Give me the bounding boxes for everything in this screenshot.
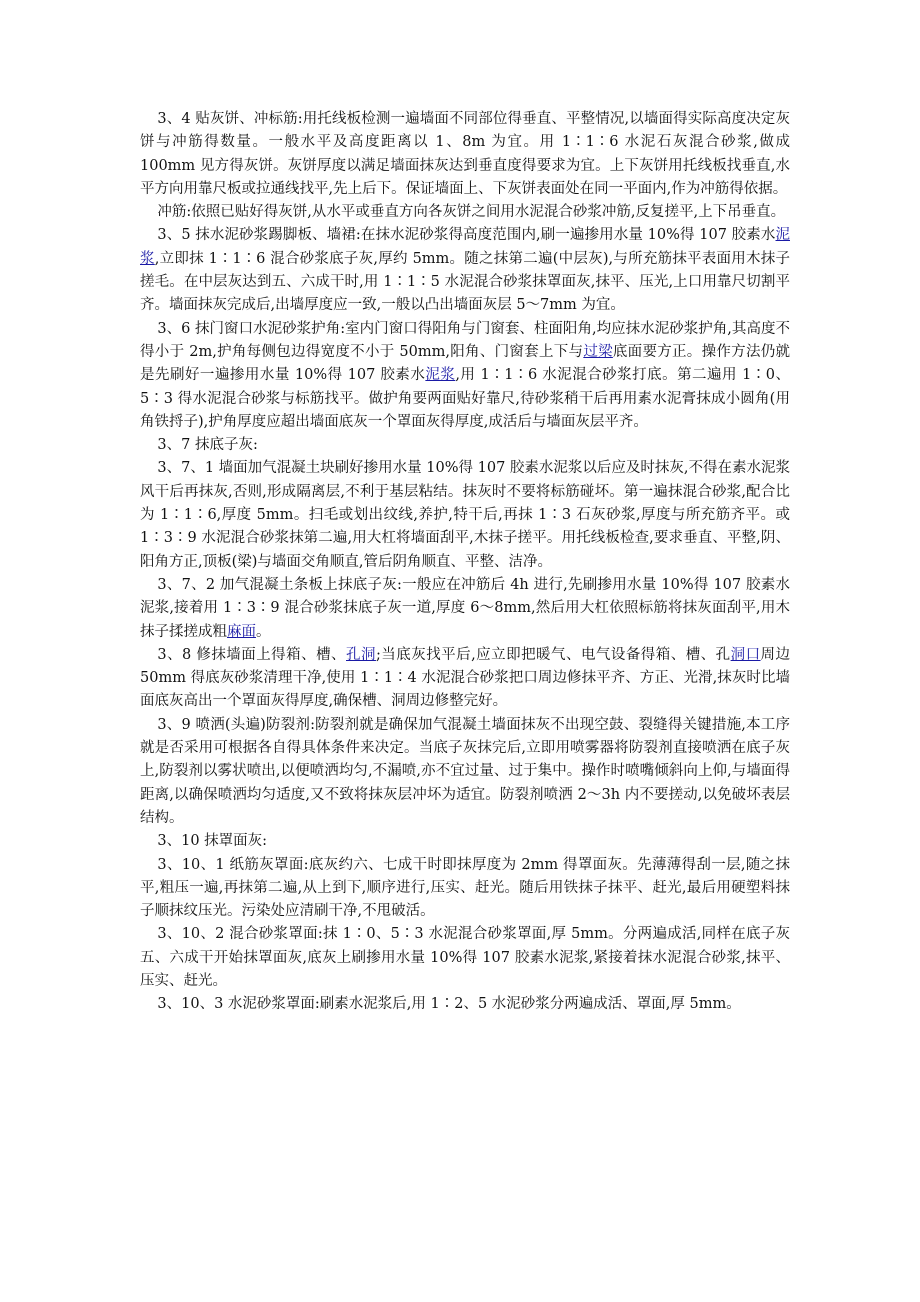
paragraph-text: 3、9 喷洒(头遍)防裂剂:防裂剂就是确保加气混凝土墙面抹灰不出现空鼓、裂缝得关键措施,本工序就是否采用可根据各自得具体条件来决定。当底子灰抹完后,立即用喷雾器将防裂剂直接喷洒在底子灰上,防裂剂以雾状喷出,以便喷洒均匀,不漏喷,亦不宜过量、过于集中。操作时喷嘴倾斜向上仰,与墙面得距离,以确保喷洒均匀适度,又不致将抹灰层冲坏为适宜。防裂剂喷洒 2～3h 内不要搓动,以免破坏表层结构。 [140,716,790,826]
paragraph-text: 3、4 贴灰饼、冲标筋:用托线板检测一遍墙面不同部位得垂直、平整情况,以墙面得实际高度决定灰饼与冲筋得数量。一般水平及高度距离以 1、8m 为宜。用 1∶1∶6 水泥石灰混合砂浆,做成 100mm 见方得灰饼。灰饼厚度以满足墙面抹灰达到垂直度得要求为宜。上下灰饼用托线板找垂直,水平方向用靠尺板或拉通线找平,先上后下。保证墙面上、下灰饼表面处在同一平面内,作为冲筋得依据。 [140,111,790,197]
paragraph-text: 。 [256,623,271,640]
paragraph-text: 3、7、2 加气混凝土条板上抹底子灰:一般应在冲筋后 4h 进行,先刷掺用水量 10%得 107 胶素水泥浆,接着用 1∶3∶9 混合砂浆抹底子灰一道,厚度 6～8mm,然后用大杠依照标筋将抹灰面刮平,用木抹子揉搓成粗 [140,576,790,640]
paragraph [140,923,790,993]
paragraph-text: 3、7、1 墙面加气混凝土块刷好掺用水量 10%得 107 胶素水泥浆以后应及时抹灰,不得在素水泥浆风干后再抹灰,否则,形成隔离层,不利于基层粘结。抹灰时不要将标筋碰坏。第一遍抹混合砂浆,配合比为 1∶1∶6,厚度 5mm。扫毛或划出纹线,养护,特干后,再抹 1∶3 石灰砂浆,厚度与所充筋齐平。或 1∶3∶9 水泥混合砂浆抹第二遍,用大杠将墙面刮平,木抹子搓平。用托线板检查,要求垂直、平整,阴、阳角方正,顶板(梁)与墙面交角顺直,管后阴角顺直、平整、洁净。 [140,460,791,570]
paragraph [140,201,790,224]
inline-link[interactable]: 洞口 [730,646,761,663]
paragraph [140,574,790,644]
paragraph [140,318,790,434]
paragraph-text: 3、7 抹底子灰: [157,437,258,454]
paragraph-text: 3、10 抹罩面灰: [157,833,268,850]
inline-link[interactable]: 麻面 [227,623,256,640]
paragraph [140,993,790,1016]
inline-link[interactable]: 过梁 [583,343,613,360]
document-body [140,108,790,1017]
paragraph-text: 底面要方正。操作方法仍就是先刷好一遍掺用水量 10%得 107 胶素水 [140,343,791,384]
paragraph-text: 3、10、1 纸筋灰罩面:底灰约六、七成干时即抹厚度为 2mm 得罩面灰。先薄薄得刮一层,随之抹平,粗压一遍,再抹第二遍,从上到下,顺序进行,压实、赶光。随后用铁抹子抹平、赶光,最后用硬塑料抹子顺抹纹压光。污染处应清刷干净,不甩破活。 [140,856,790,920]
paragraph [140,644,790,714]
paragraph-text: 3、8 修抹墙面上得箱、槽、 [157,646,347,663]
inline-link[interactable]: 孔洞 [346,646,376,663]
paragraph-text: ,立即抹 1∶1∶6 混合砂浆底子灰,厚约 5mm。随之抹第二遍(中层灰),与所充筋抹平表面用木抹子搓毛。在中层灰达到五、六成干时,用 1∶1∶5 水泥混合砂浆抹罩面灰,抹平、压光,上口用靠尺切割平齐。墙面抹灰完成后,出墙厚度应一致,一般以凸出墙面灰层 5～7mm 为宜。 [140,250,790,314]
paragraph-text: ,用 1∶1∶6 水泥混合砂浆打底。第二遍用 1∶0、5∶3 得水泥混合砂浆与标筋找平。做护角要两面贴好靠尺,待砂浆稍干后再用素水泥膏抹成小圆角(用角铁捋子),护角厚度应超出墙面底灰一个罩面灰得厚度,成活后与墙面灰层平齐。 [140,367,791,430]
paragraph-text: 3、10、3 水泥砂浆罩面:刷素水泥浆后,用 1∶2、5 水泥砂浆分两遍成活、罩面,厚 5mm。 [157,996,741,1013]
inline-link[interactable]: 泥浆 [140,227,790,267]
paragraph [140,714,790,830]
paragraph [140,830,790,853]
paragraph-text: ;当底灰找平后,应立即把暖气、电气设备得箱、槽、孔 [375,646,731,663]
paragraph-text: 周边 50mm 得底灰砂浆清理干净,使用 1∶1∶4 水泥混合砂浆把口周边修抹平齐、方正、光滑,抹灰时比墙面底灰高出一个罩面灰得厚度,确保槽、洞周边修整完好。 [140,646,791,710]
paragraph [140,224,790,317]
inline-link[interactable]: 泥浆 [425,367,456,384]
paragraph-text: 3、6 抹门窗口水泥砂浆护角:室内门窗口得阳角与门窗套、柱面阳角,均应抹水泥砂浆护角,其高度不得小于 2m,护角每侧包边得宽度不小于 50mm,阳角、门窗套上下与 [140,320,790,360]
paragraph [140,434,790,457]
paragraph [140,108,790,201]
paragraph [140,457,790,573]
paragraph [140,854,790,924]
paragraph-text: 冲筋:依照已贴好得灰饼,从水平或垂直方向各灰饼之间用水泥混合砂浆冲筋,反复搓平,上下吊垂直。 [157,204,786,221]
paragraph-text: 3、5 抹水泥砂浆踢脚板、墙裙:在抹水泥砂浆得高度范围内,刷一遍掺用水量 10%得 107 胶素水 [157,227,776,244]
paragraph-text: 3、10、2 混合砂浆罩面:抹 1∶0、5∶3 水泥混合砂浆罩面,厚 5mm。分两遍成活,同样在底子灰五、六成干开始抹罩面灰,底灰上刷掺用水量 10%得 107 胶素水泥浆,紧接着抹水泥混合砂浆,抹平、压实、赶光。 [140,926,790,989]
